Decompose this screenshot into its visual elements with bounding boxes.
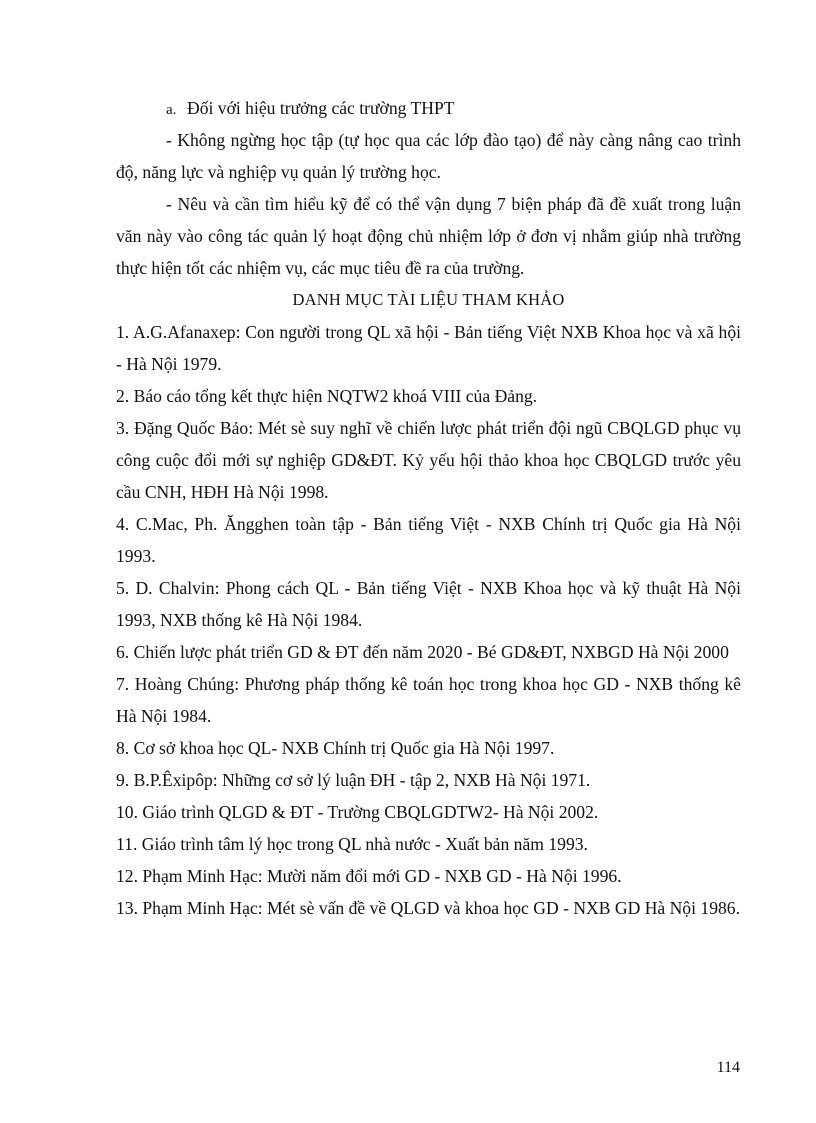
reference-item: 9. B.P.Êxipôp: Những cơ sở lý luận ĐH - tập 2, NXB Hà Nội 1971. [116,770,591,790]
reference-item: 6. Chiến lược phát triển GD & ĐT đến năm 2020 - Bé GD&ĐT, NXBGD Hà Nội 2000 [116,642,729,662]
recommendation-body [116,124,741,924]
reference-item: 1. A.G.Afanaxep: Con người trong QL xã hội - Bản tiếng Việt NXB Khoa học và xã hội - Hà Nội 1979. [116,322,741,374]
recommendation-heading [166,92,455,126]
recommendation-paragraph: - Không ngừng học tập (tự học qua các lớp đào tạo) để này càng nâng cao trình độ, năng lực và nghiệp vụ quản lý trường học. [116,130,741,182]
reference-item: 5. D. Chalvin: Phong cách QL - Bản tiếng Việt - NXB Khoa học và kỹ thuật Hà Nội 1993, NXB thống kê Hà Nội 1984. [116,578,741,630]
recommendation-marker: a. [166,102,177,118]
references-title: DANH MỤC TÀI LIỆU THAM KHẢO [292,290,565,309]
reference-item: 11. Giáo trình tâm lý học trong QL nhà nước - Xuất bản năm 1993. [116,834,588,854]
page-number: 114 [716,1059,740,1076]
recommendation-title: Đối với hiệu trưởng các trường THPT [187,98,455,118]
reference-item: 8. Cơ sở khoa học QL- NXB Chính trị Quốc gia Hà Nội 1997. [116,738,555,758]
reference-item: 10. Giáo trình QLGD & ĐT - Trường CBQLGDTW2- Hà Nội 2002. [116,802,599,822]
reference-item: 12. Phạm Minh Hạc: Mười năm đổi mới GD - NXB GD - Hà Nội 1996. [116,866,622,886]
reference-item: 13. Phạm Minh Hạc: Mét sè vấn đề về QLGD và khoa học GD - NXB GD Hà Nội 1986. [116,898,740,918]
reference-item: 7. Hoàng Chúng: Phương pháp thống kê toán học trong khoa học GD - NXB thống kê Hà Nội 1984. [116,674,741,726]
reference-item: 4. C.Mac, Ph. Ăngghen toàn tập - Bản tiếng Việt - NXB Chính trị Quốc gia Hà Nội 1993. [116,514,741,566]
reference-item: 3. Đặng Quốc Bảo: Mét sè suy nghĩ về chiến lược phát triển đội ngũ CBQLGD phục vụ công cuộc đổi mới sự nghiệp GD&ĐT. Kỷ yếu hội thảo khoa học CBQLGD trước yêu cầu CNH, HĐH Hà Nội 1998. [116,418,741,502]
reference-item: 2. Báo cáo tổng kết thực hiện NQTW2 khoá VIII của Đảng. [116,386,538,406]
recommendation-paragraph: - Nêu và cần tìm hiểu kỹ để có thể vận dụng 7 biện pháp đã đề xuất trong luận văn này vào công tác quản lý hoạt động chủ nhiệm lớp ở đơn vị nhằm giúp nhà trường thực hiện tốt các nhiệm vụ, các mục tiêu đề ra của trường. [116,194,741,278]
